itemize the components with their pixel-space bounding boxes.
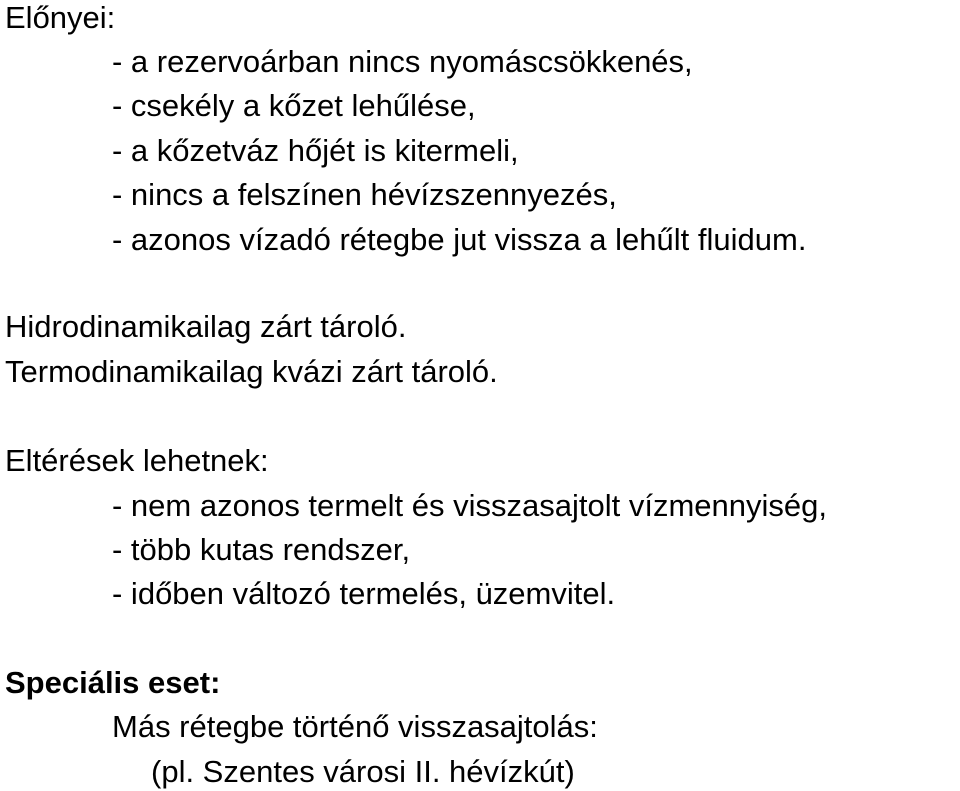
- advantage-item-3: - a kőzetváz hőjét is kitermeli,: [112, 133, 519, 168]
- deviations-heading: Eltérések lehetnek:: [5, 443, 269, 478]
- advantages-heading: Előnyei:: [5, 0, 116, 35]
- advantage-item-4: - nincs a felszínen hévízszennyezés,: [112, 177, 617, 212]
- deviation-item-3: - időben változó termelés, üzemvitel.: [112, 576, 616, 611]
- special-case-description: Más rétegbe történő visszasajtolás:: [112, 709, 598, 744]
- advantage-item-5: - azonos vízadó rétegbe jut vissza a lehűlt fluidum.: [112, 222, 807, 257]
- deviation-item-2: - több kutas rendszer,: [112, 532, 411, 567]
- thermodynamic-statement: Termodinamikailag kvázi zárt tároló.: [5, 354, 498, 389]
- advantage-item-2: - csekély a kőzet lehűlése,: [112, 88, 476, 123]
- hydrodynamic-statement: Hidrodinamikailag zárt tároló.: [5, 309, 407, 344]
- special-case-example: (pl. Szentes városi II. hévízkút): [151, 754, 575, 789]
- special-case-heading: Speciális eset:: [5, 665, 221, 700]
- advantage-item-1: - a rezervoárban nincs nyomáscsökkenés,: [112, 44, 693, 79]
- deviation-item-1: - nem azonos termelt és visszasajtolt vízmennyiség,: [112, 488, 827, 523]
